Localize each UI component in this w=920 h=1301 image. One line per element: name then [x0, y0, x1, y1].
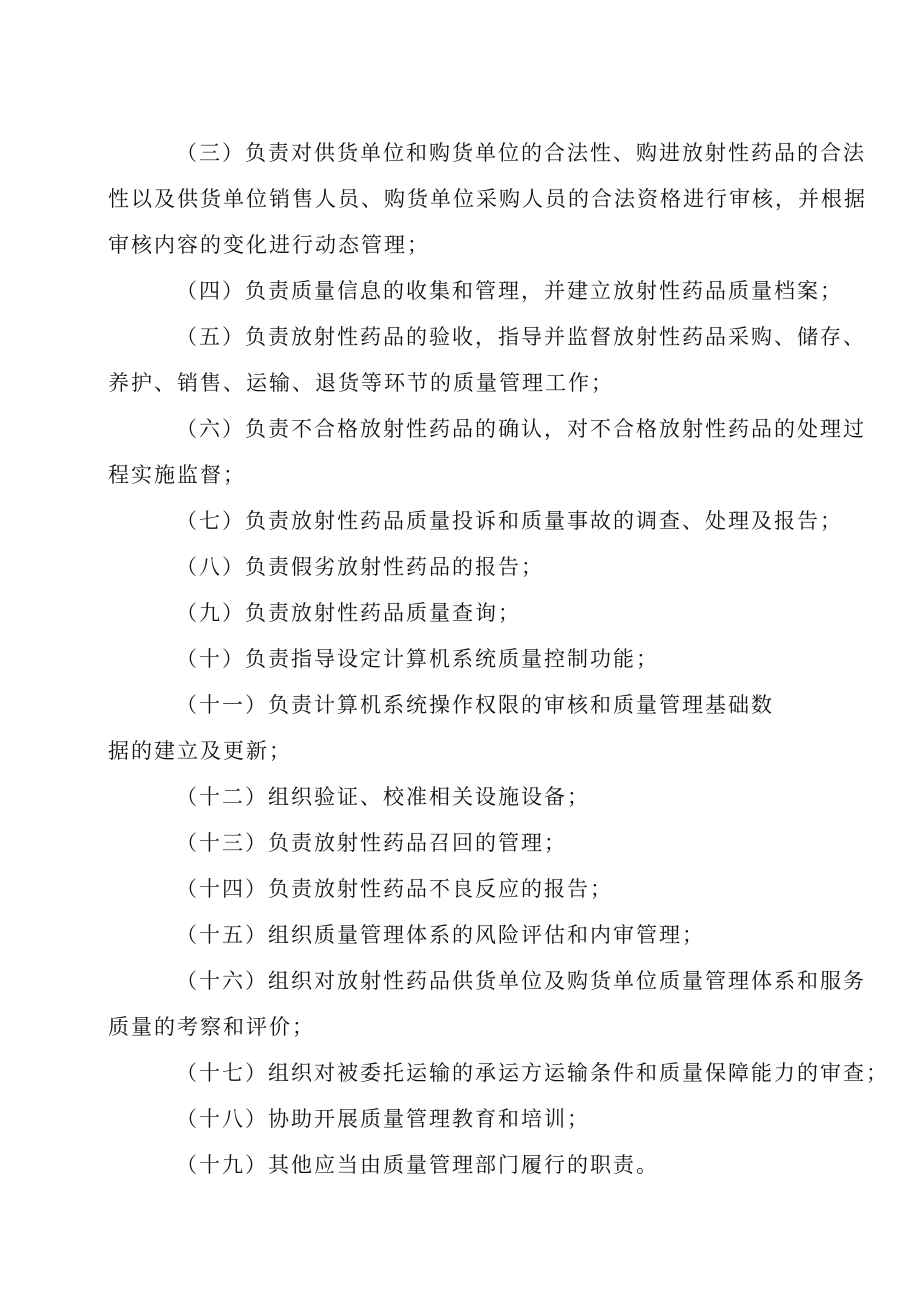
- text-line: （八）负责假劣放射性药品的报告；: [176, 555, 544, 579]
- text-line: 程实施监督；: [108, 463, 246, 487]
- text-line: （三）负责对供货单位和购货单位的合法性、购进放射性药品的合法: [176, 141, 866, 165]
- text-line: （十）负责指导设定计算机系统质量控制功能；: [176, 647, 659, 671]
- text-line: （五）负责放射性药品的验收，指导并监督放射性药品采购、储存、: [176, 325, 866, 349]
- text-line: （六）负责不合格放射性药品的确认，对不合格放射性药品的处理过: [176, 417, 866, 441]
- text-line: （十五）组织质量管理体系的风险评估和内审管理；: [176, 923, 705, 947]
- text-line: （十二）组织验证、校准相关设施设备；: [176, 785, 590, 809]
- text-line: （十四）负责放射性药品不良反应的报告；: [176, 877, 613, 901]
- text-line: 养护、销售、运输、退货等环节的质量管理工作；: [108, 371, 614, 395]
- text-line: （十一）负责计算机系统操作权限的审核和质量管理基础数: [176, 693, 774, 717]
- text-line: （七）负责放射性药品质量投诉和质量事故的调查、处理及报告；: [176, 509, 843, 533]
- text-line: （十七）组织对被委托运输的承运方运输条件和质量保障能力的审查；: [176, 1061, 889, 1085]
- text-line: 审核内容的变化进行动态管理；: [108, 233, 430, 257]
- text-line: （十六）组织对放射性药品供货单位及购货单位质量管理体系和服务: [176, 969, 866, 993]
- text-line: 据的建立及更新；: [108, 739, 292, 763]
- text-line: （十三）负责放射性药品召回的管理；: [176, 831, 567, 855]
- text-line: 性以及供货单位销售人员、购货单位采购人员的合法资格进行审核，并根据: [108, 187, 867, 211]
- text-line: 质量的考察和评价；: [108, 1015, 315, 1039]
- text-line: （十八）协助开展质量管理教育和培训；: [176, 1107, 590, 1131]
- text-line: （十九）其他应当由质量管理部门履行的职责。: [176, 1153, 659, 1177]
- text-line: （九）负责放射性药品质量查询；: [176, 601, 521, 625]
- text-line: （四）负责质量信息的收集和管理，并建立放射性药品质量档案；: [176, 279, 843, 303]
